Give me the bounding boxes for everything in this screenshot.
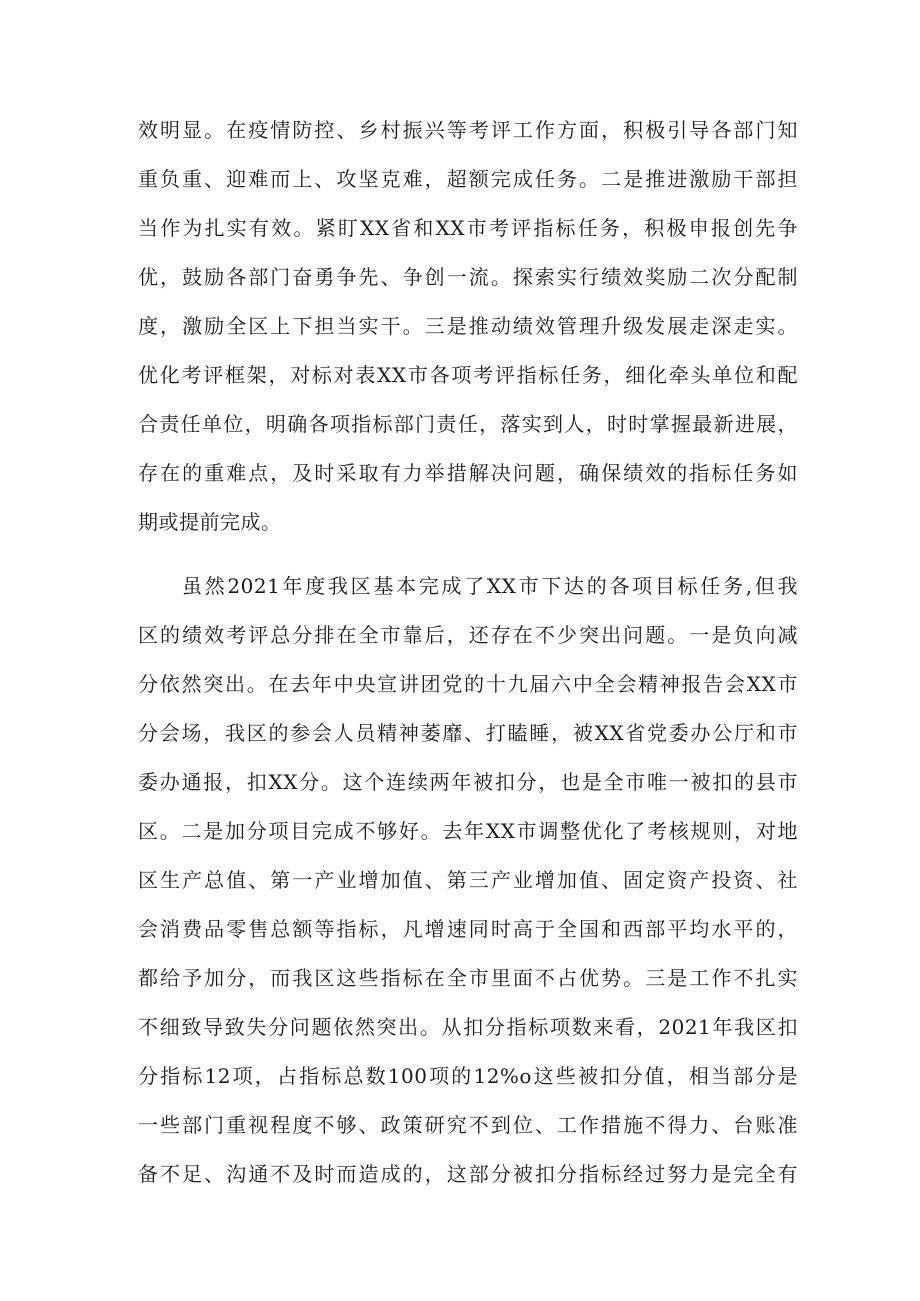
text-line: 区生产总值、第一产业增加值、第三产业增加值、固定资产投资、社: [138, 868, 798, 892]
text-line: 存在的重难点，及时采取有力举措解决问题，确保绩效的指标任务如: [138, 461, 798, 485]
text-line: 效明显。在疫情防控、乡村振兴等考评工作方面，积极引导各部门知: [138, 118, 798, 142]
text-line: 区的绩效考评总分排在全市靠后，还存在不少突出问题。一是负向减: [138, 623, 798, 647]
text-line: 期或提前完成。: [138, 510, 282, 534]
text-line: 区。二是加分项目完成不够好。去年XX市调整优化了考核规则，对地: [138, 819, 798, 843]
paragraph-spacer: [138, 547, 798, 562]
text-line: 优，鼓励各部门奋勇争先、争创一流。探索实行绩效奖励二次分配制: [138, 265, 798, 289]
text-line: 分依然突出。在去年中央宣讲团党的十九届六中全会精神报告会XX市: [138, 672, 798, 696]
paragraph-1: [138, 106, 798, 547]
paragraph-2: [138, 562, 798, 1199]
text-line: 都给予加分，而我区这些指标在全市里面不占优势。三是工作不扎实: [138, 966, 798, 990]
text-line: 优化考评框架，对标对表XX市各项考评指标任务，细化牵头单位和配: [138, 363, 798, 387]
text-line: 分指标12项，占指标总数100项的12%o这些被扣分值，相当部分是: [138, 1064, 798, 1088]
text-line: 合责任单位，明确各项指标部门责任，落实到人，时时掌握最新进展，: [138, 412, 798, 436]
text-line: 一些部门重视程度不够、政策研究不到位、工作措施不得力、台账准: [138, 1113, 798, 1137]
text-line: 会消费品零售总额等指标，凡增速同时高于全国和西部平均水平的，: [138, 917, 798, 941]
text-line: 度，激励全区上下担当实干。三是推动绩效管理升级发展走深走实。: [138, 314, 798, 338]
text-line: 不细致导致失分问题依然突出。从扣分指标项数来看，2021年我区扣: [138, 1015, 798, 1039]
text-line: 当作为扎实有效。紧盯XX省和XX市考评指标任务，积极申报创先争: [138, 216, 798, 240]
text-line: 虽然2021年度我区基本完成了XX市下达的各项目标任务,但我: [182, 574, 798, 598]
body-text: [138, 106, 798, 1199]
text-line: 分会场，我区的参会人员精神萎靡、打瞌睡，被XX省党委办公厅和市: [138, 721, 798, 745]
text-line: 重负重、迎难而上、攻坚克难，超额完成任务。二是推进激励干部担: [138, 167, 798, 191]
text-line: 备不足、沟通不及时而造成的，这部分被扣分指标经过努力是完全有: [138, 1162, 798, 1186]
text-line: 委办通报，扣XX分。这个连续两年被扣分，也是全市唯一被扣的县市: [138, 770, 798, 794]
